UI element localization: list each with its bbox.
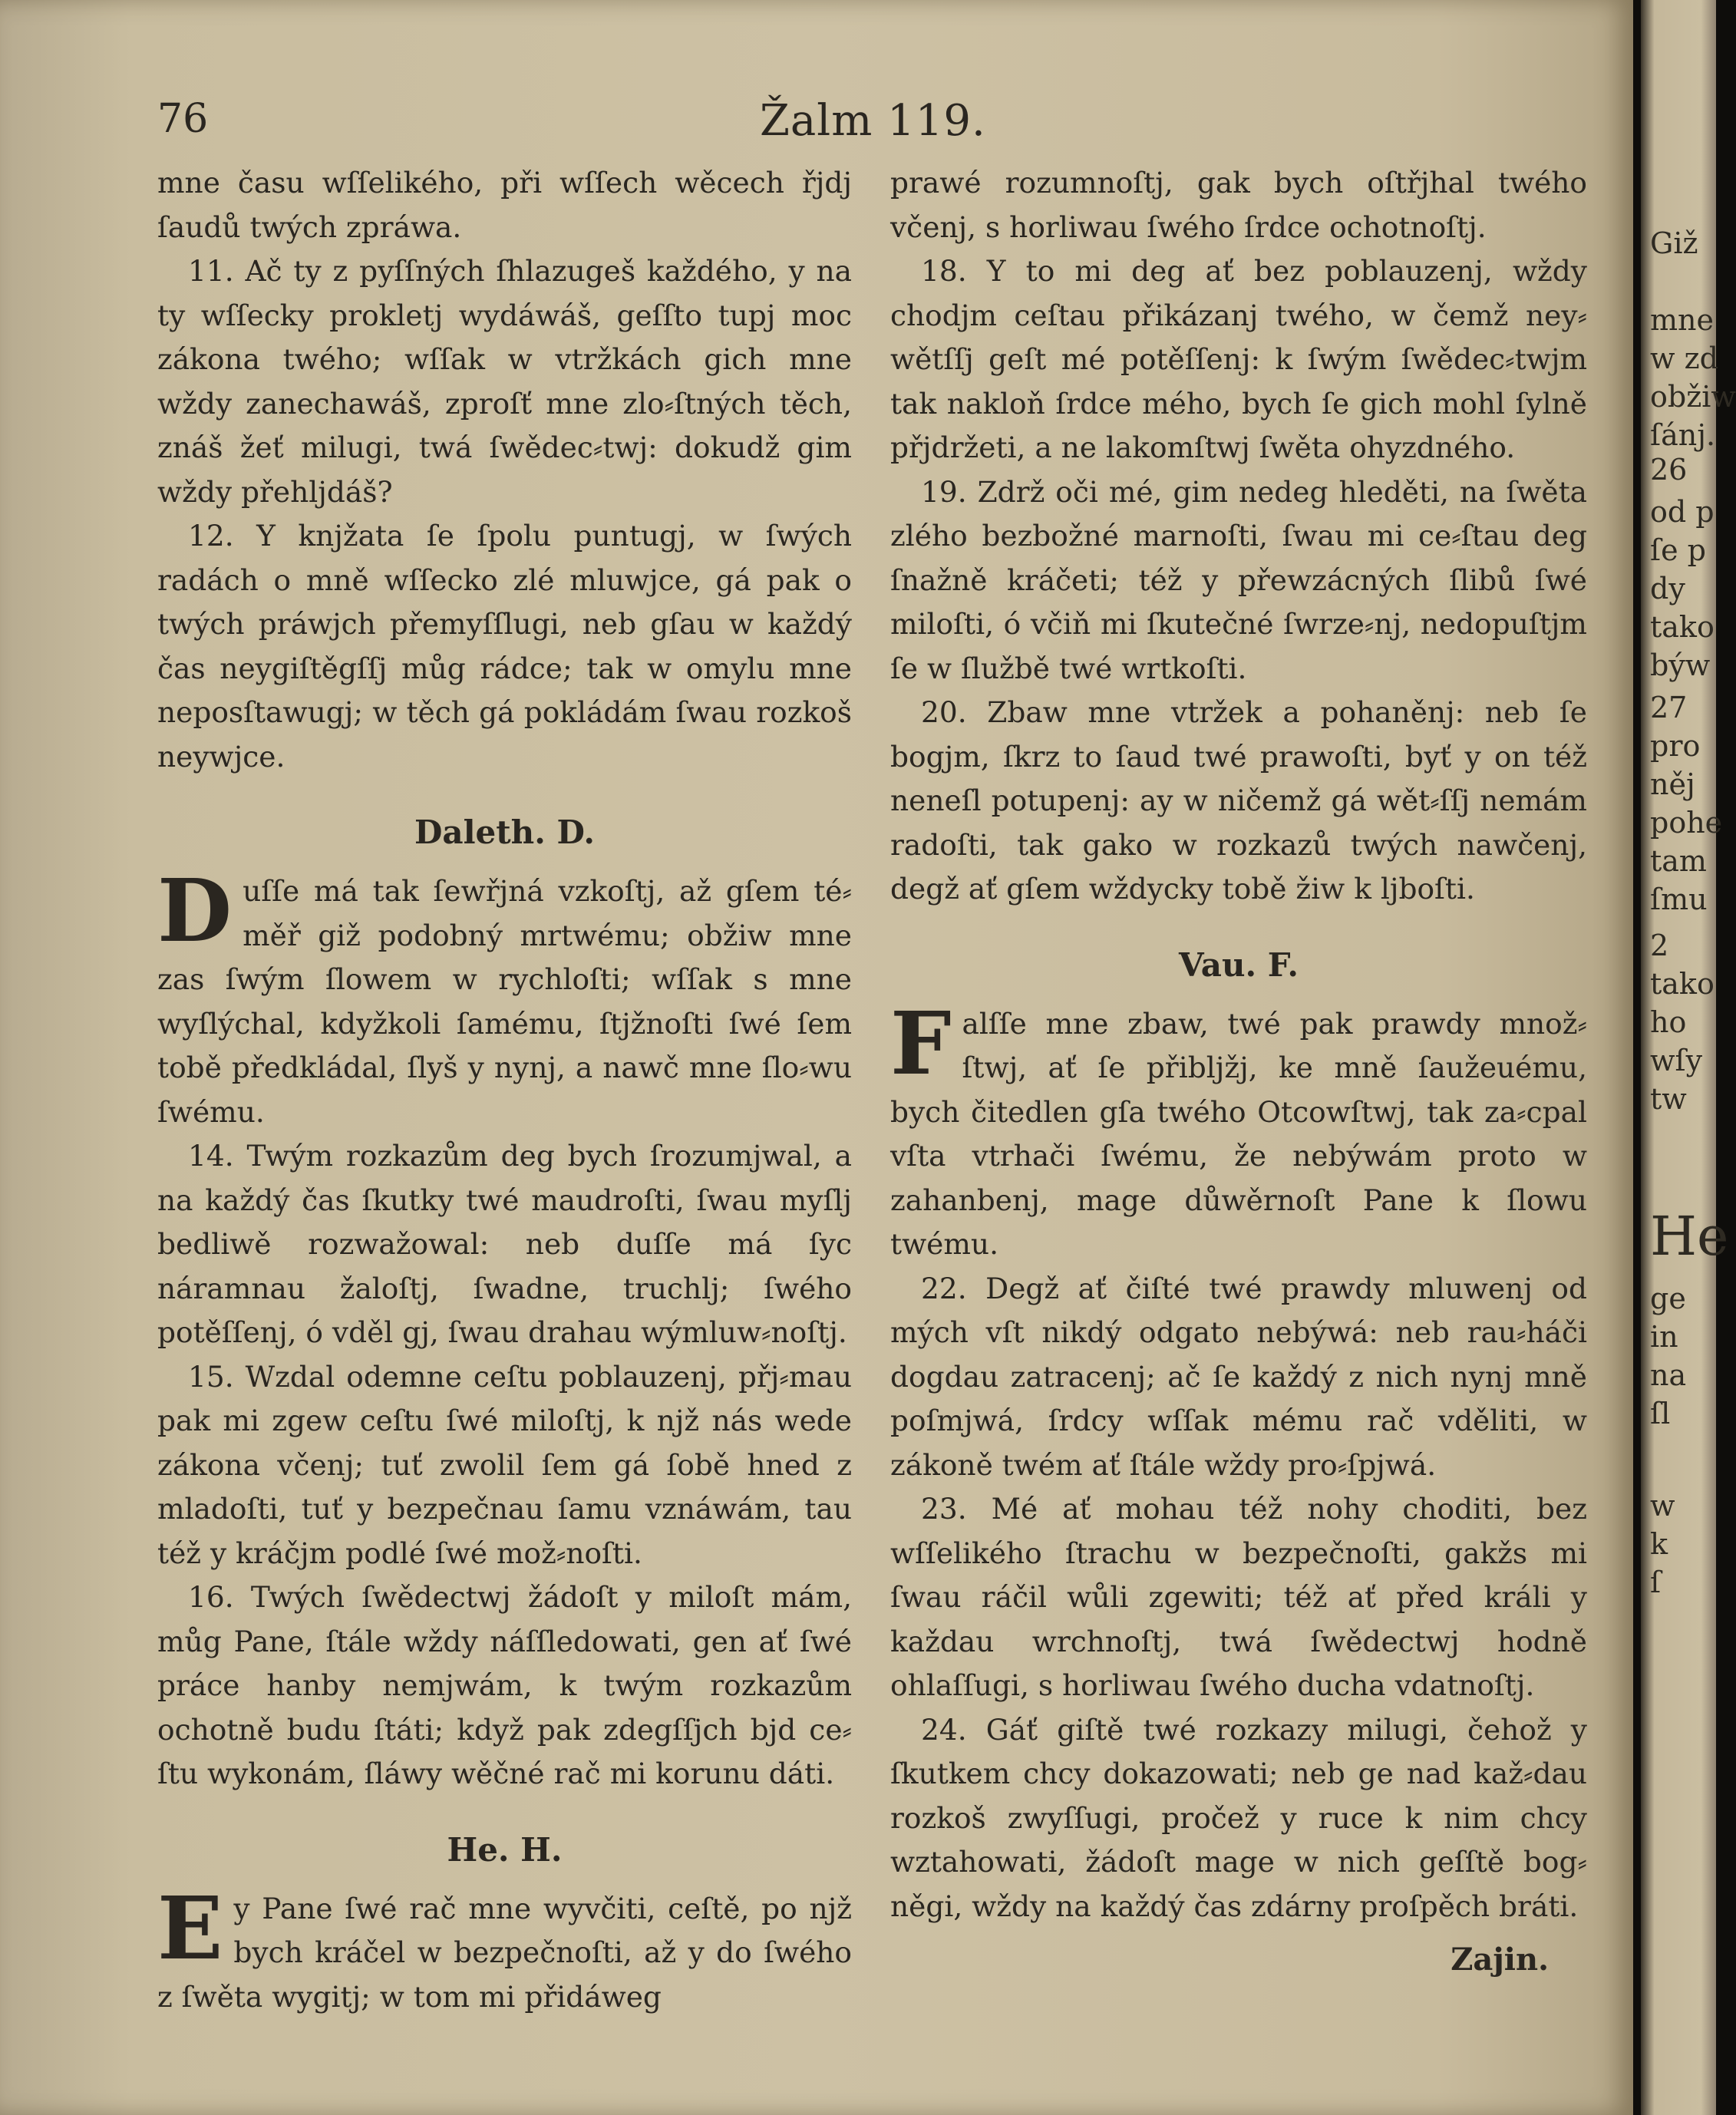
edge-fragment: 27	[1650, 691, 1688, 724]
edge-fragment: od p	[1650, 495, 1715, 529]
verse-15: 15. Wzdal odemne ceſtu poblauzenj, přj⸗mau pak mi zgew ceſtu ſwé miloſtj, k njž nás wede zákona včenj; tuť zwolil ſem gá ſobě hned z mladoſti, tuť y bezpečnau ſamu vznáwám, tau též y kráčjm podlé ſwé mož⸗noſti.	[157, 1359, 852, 1570]
verse-text: uſſe má tak ſewřjná vzkoſtj, až gſem té⸗měř giž podobný mrtwému; obžiw mne zas ſwým ſlowem w rychloſti; wſſak s mne wyſlýchal, kdyžkoli ſamému, ſtjžnoſti ſwé ſem tobě předkládal, ſlyš y nynj, a nawč mne ſlo⸗wu ſwému.	[157, 874, 852, 1129]
verse-continuation: prawé rozumnoſtj, gak bych oſtřjhal twého včenj, s horliwau ſwého ſrdce ochotnoſtj.	[890, 166, 1587, 244]
verse-16: 16. Twých ſwědectwj žádoſt y miloſt mám, můg Pane, ſtále wždy náſſledowati, gen ať ſwé práce hanby nemjwám, k twým rozkazům ochotně budu ſtáti; když pak zdegſſjch bjd ce⸗ſtu wykonám, ſláwy wěčné rač mi korunu dáti.	[157, 1580, 852, 1790]
edge-fragment: pro	[1650, 729, 1701, 763]
edge-fragment: tako	[1650, 967, 1715, 1001]
left-column	[157, 161, 852, 2019]
next-page-edge	[1641, 0, 1736, 2115]
page-header	[0, 96, 1633, 150]
verse-text: y Pane ſwé rač mne wyvčiti, ceſtě, po njž bych kráčel w bezpečnoſti, až y do ſwého z ſwěta wygitj; w tom mi přidáweg	[157, 1891, 852, 2014]
edge-fragment: ſmu	[1650, 883, 1708, 916]
edge-fragment: pohe	[1650, 806, 1723, 840]
edge-fragment: 26	[1650, 453, 1688, 487]
edge-fragment: ſ	[1650, 1566, 1662, 1599]
edge-fragment: dy	[1650, 572, 1685, 605]
section-heading-vau: Vau. F.	[1179, 945, 1299, 984]
verse-13	[157, 861, 852, 1134]
edge-fragment: 2	[1650, 929, 1669, 962]
verse-24: 24. Gáť giſtě twé rozkazy milugi, čehož y ſkutkem chcy dokazowati; neb ge nad kaž⸗dau rozkoš zwyſſugi, pročež y ruce k nim chcy wztahowati, žádoſt mage w nich geſſtě bog⸗něgi, wždy na každý čas zdárny proſpěch bráti.	[890, 1712, 1587, 1923]
edge-fragment: býw	[1650, 648, 1711, 682]
edge-fragment: Giž	[1650, 226, 1698, 260]
edge-fragment: w	[1650, 1489, 1675, 1523]
verse-19: 19. Zdrž oči mé, gim nedeg hleděti, na ſwěta zlého bezbožné marnoſti, ſwau mi ce⸗ſtau deg ſnažně kráčeti; též y přewzácných ſlibů ſwé miloſti, ó včiň mi ſkutečné ſwrze⸗nj, nedopuſtjm ſe w ſlužbě twé wrtkoſti.	[890, 474, 1587, 685]
section-heading-daleth: Daleth. D.	[414, 813, 596, 851]
drop-cap: D	[157, 861, 233, 962]
verse-14: 14. Twým rozkazům deg bych ſrozumjwal, a na každý čas ſkutky twé maudroſti, ſwau myſlj bedliwě rozwažowal: neb duſſe má ſyc náramnau žaloſtj, ſwadne, truchlj; ſwého potěſſenj, ó vděl gj, ſwau drahau wýmluw⸗noſtj.	[157, 1139, 852, 1349]
verse-18: 18. Y to mi deg ať bez poblauzenj, wždy chodjm ceſtau přikázanj twého, w čemž ney⸗wětſſj geſt mé potěſſenj: k ſwým ſwědec⸗twjm tak nakloň ſrdce mého, bych ſe gich mohl ſylně přjdržeti, a ne lakomſtwj ſwěta ohyzdného.	[890, 254, 1587, 464]
verse-23: 23. Mé ať mohau též nohy choditi, bez wſſelikého ſtrachu w bezpečnoſti, gakžs mi ſwau ráčil wůli zgewiti; též ať před králi y každau wrchnoſtj, twá ſwědectwj hodně ohlaſſugi, s horliwau ſwého ducha vdatnoſtj.	[890, 1492, 1587, 1702]
edge-fragment: mne	[1650, 303, 1714, 337]
verse-17	[157, 1878, 852, 2020]
verse-text: alſſe mne zbaw, twé pak prawdy množ⸗ſtwj, ať ſe přibljžj, ke mně ſaužeuému, bych čitedlen gſa twého Otcowſtwj, tak za⸗cpal vſta vtrhači ſwému, že nebýwám proto w zahanbenj, mage důwěrnoſt Pane k ſlowu twému.	[890, 1006, 1587, 1261]
right-column	[890, 161, 1587, 1982]
edge-fragment: He	[1650, 1205, 1729, 1268]
edge-fragment: tam	[1650, 844, 1707, 878]
edge-fragment: něj	[1650, 767, 1695, 801]
page-title: Žalm 119.	[760, 96, 986, 146]
edge-fragment: obžiw	[1650, 380, 1736, 414]
verse-20: 20. Zbaw mne vtržek a pohaněnj: neb ſe bogjm, ſkrz to ſaud twé prawoſti, byť y on též neneſl potupenj: ay w ničemž gá wět⸗ſſj nemám radoſti, tak gako w rozkazů twých nawčenj, degž ať gſem wždycky tobě žiw k ljboſti.	[890, 695, 1587, 906]
edge-fragment: ho	[1650, 1005, 1687, 1039]
edge-fragment: ge	[1650, 1282, 1686, 1315]
edge-fragment: ſánj.	[1650, 418, 1716, 452]
drop-cap: E	[157, 1878, 223, 1979]
verse-12: 12. Y knjžata ſe ſpolu puntugj, w ſwých radách o mně wſſecko zlé mluwjce, gá pak o twých práwjch přemyſſlugi, neb gſau w každý čas neygiſtěgſſj můg rádce; tak w omylu mne neposſtawugj; w těch gá pokládám ſwau rozkoš neywjce.	[157, 519, 852, 774]
edge-fragment: tw	[1650, 1082, 1687, 1116]
verse-22: 22. Degž ať čiſté twé prawdy mluwenj od mých vſt nikdý odgato nebýwá: neb rau⸗háči dogdau zatracenj; ač ſe každý z nich nynj mně poſmjwá, ſrdcy wſſak mému rač vděliti, w zákoně twém ať ſtále wždy pro⸗ſpjwá.	[890, 1271, 1587, 1482]
edge-fragment: na	[1650, 1358, 1687, 1392]
section-heading-he: He. H.	[447, 1830, 563, 1869]
verse-continuation: mne času wſſelikého, při wſſech wěcech řjdj ſaudů twých zpráwa.	[157, 166, 852, 244]
edge-fragment: ſe p	[1650, 533, 1706, 567]
verse-21	[890, 993, 1587, 1267]
edge-fragment: in	[1650, 1320, 1678, 1354]
drop-cap: F	[890, 993, 952, 1094]
edge-fragment: ſl	[1650, 1397, 1671, 1430]
edge-fragment: wſy	[1650, 1044, 1703, 1077]
page-number: 76	[157, 96, 209, 142]
edge-fragment: k	[1650, 1527, 1668, 1561]
edge-fragment: w zd	[1650, 342, 1718, 375]
verse-11: 11. Ač ty z pyſſných ſhlazugeš každého, y na ty wſſecky prokletj wydáwáš, geſſto tupj moc zákona twého; wſſak w vtržkách gich mne wždy zanechawáš, zproſť mne zlo⸗ſtných těch, znáš žeť milugi, twá ſwědec⸗twj: dokudž gim wždy přehljdáš?	[157, 254, 852, 509]
edge-fragment: tako	[1650, 610, 1715, 644]
catchword: Zajin.	[1451, 1942, 1549, 1978]
